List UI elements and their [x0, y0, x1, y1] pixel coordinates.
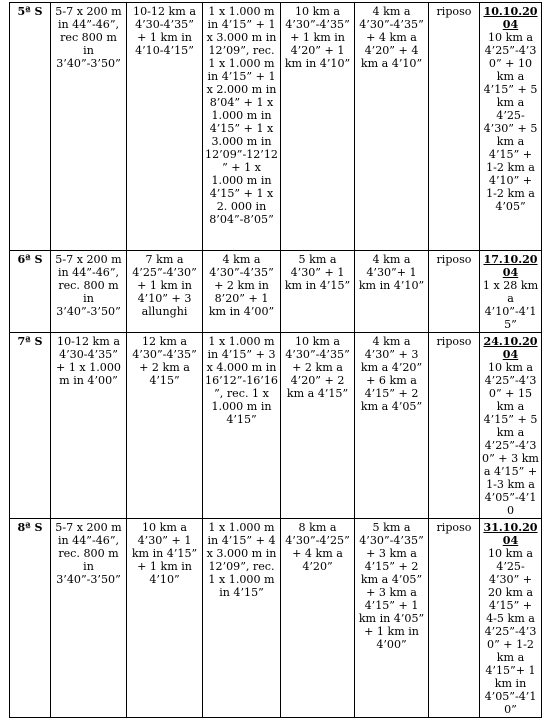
long-run-session: 1 x 28 km a 4’10”-4’15”: [482, 279, 539, 331]
day-3-session: 1 x 1.000 m in 4’15” + 3 x 4.000 m in 16’12”-16’16”, rec. 1 x 1.000 m in 4’15”: [203, 333, 281, 519]
day-5-session: 4 km a 4’30”+ 1 km in 4’10”: [355, 251, 429, 333]
week-label: 5ª S: [10, 3, 51, 251]
long-run-cell: [480, 333, 542, 519]
day-3-session: 1 x 1.000 m in 4’15” + 4 x 3.000 m in 12’09”, rec. 1 x 1.000 m in 4’15”: [203, 519, 281, 718]
long-run-session: 10 km a 4’25-4’30” + 20 km a 4’15” + 4-5 km a 4’25”-4’30” + 1-2 km a 4’15”+ 1 km in 4’05”-4’10”: [484, 547, 537, 716]
training-plan-table: [9, 2, 542, 718]
day-2-session: 10 km a 4’30” + 1 km in 4’15” + 1 km in 4’10”: [127, 519, 203, 718]
session-date: 17.10.2004: [483, 253, 538, 279]
long-run-session: 10 km a 4’25”-4’30” + 10 km a 4’15” + 5 km a 4’25-4’30” + 5 km a 4’15” + 1-2 km a 4’10” + 1-2 km a 4’05”: [483, 31, 538, 213]
day-1-session: 5-7 x 200 m in 44”-46”, rec. 800 m in 3’40”-3’50”: [51, 251, 127, 333]
day-2-session: 12 km a 4’30”-4’35” + 2 km a 4’15”: [127, 333, 203, 519]
day-4-session: 10 km a 4’30”-4’35” + 2 km a 4’20” + 2 km a 4’15”: [281, 333, 355, 519]
day-2-session: 10-12 km a 4’30-4’35” + 1 km in 4’10-4’15”: [127, 3, 203, 251]
session-date: 10.10.2004: [483, 5, 538, 31]
day-5-session: 4 km a 4’30”-4’35” + 4 km a 4’20” + 4 km a 4’10”: [355, 3, 429, 251]
long-run-cell: [480, 3, 542, 251]
rest-day: riposo: [429, 519, 480, 718]
day-4-session: 5 km a 4’30” + 1 km in 4’15”: [281, 251, 355, 333]
table-row-week-6: [10, 251, 542, 333]
day-5-session: 4 km a 4’30” + 3 km a 4’20” + 6 km a 4’15” + 2 km a 4’05”: [355, 333, 429, 519]
rest-day: riposo: [429, 3, 480, 251]
day-1-session: 5-7 x 200 m in 44”-46”, rec. 800 m in 3’40”-3’50”: [51, 519, 127, 718]
day-3-session: 4 km a 4’30”-4’35” + 2 km in 8’20” + 1 km in 4’00”: [203, 251, 281, 333]
day-1-session: 5-7 x 200 m in 44”-46”, rec 800 m in 3’40”-3’50”: [51, 3, 127, 251]
day-4-session: 8 km a 4’30”-4’25” + 4 km a 4’20”: [281, 519, 355, 718]
day-5-session: 5 km a 4’30”-4’35” + 3 km a 4’15” + 2 km a 4’05” + 3 km a 4’15” + 1 km in 4’05” + 1 km in 4’00”: [355, 519, 429, 718]
day-1-session: 10-12 km a 4’30-4’35” + 1 x 1.000 m in 4’00”: [51, 333, 127, 519]
training-plan-page: [9, 2, 541, 718]
long-run-cell: [480, 251, 542, 333]
week-label: 8ª S: [10, 519, 51, 718]
rest-day: riposo: [429, 333, 480, 519]
day-2-session: 7 km a 4’25”-4’30” + 1 km in 4’10” + 3 allunghi: [127, 251, 203, 333]
week-label: 7ª S: [10, 333, 51, 519]
long-run-cell: [480, 519, 542, 718]
session-date: 24.10.2004: [483, 335, 538, 361]
table-row-week-5: [10, 3, 542, 251]
week-label: 6ª S: [10, 251, 51, 333]
day-4-session: 10 km a 4’30”-4’35” + 1 km in 4’20” + 1 km in 4’10”: [281, 3, 355, 251]
day-3-session: 1 x 1.000 m in 4’15” + 1 x 3.000 m in 12’09”, rec. 1 x 1.000 m in 4’15” + 1 x 2.000 m in 8’04” + 1 x 1.000 m in 4’15” + 1 x 3.000 m in 12’09”-12’12” + 1 x 1.000 m in 4’15” + 1 x 2. 000 in 8’04”-8’05”: [203, 3, 281, 251]
session-date: 31.10.2004: [483, 521, 538, 547]
rest-day: riposo: [429, 251, 480, 333]
table-row-week-8: [10, 519, 542, 718]
long-run-session: 10 km a 4’25”-4’30” + 15 km a 4’15” + 5 km a 4’25”-4’30” + 3 km a 4’15” + 1-3 km a 4’05”-4’10: [482, 361, 539, 517]
table-row-week-7: [10, 333, 542, 519]
